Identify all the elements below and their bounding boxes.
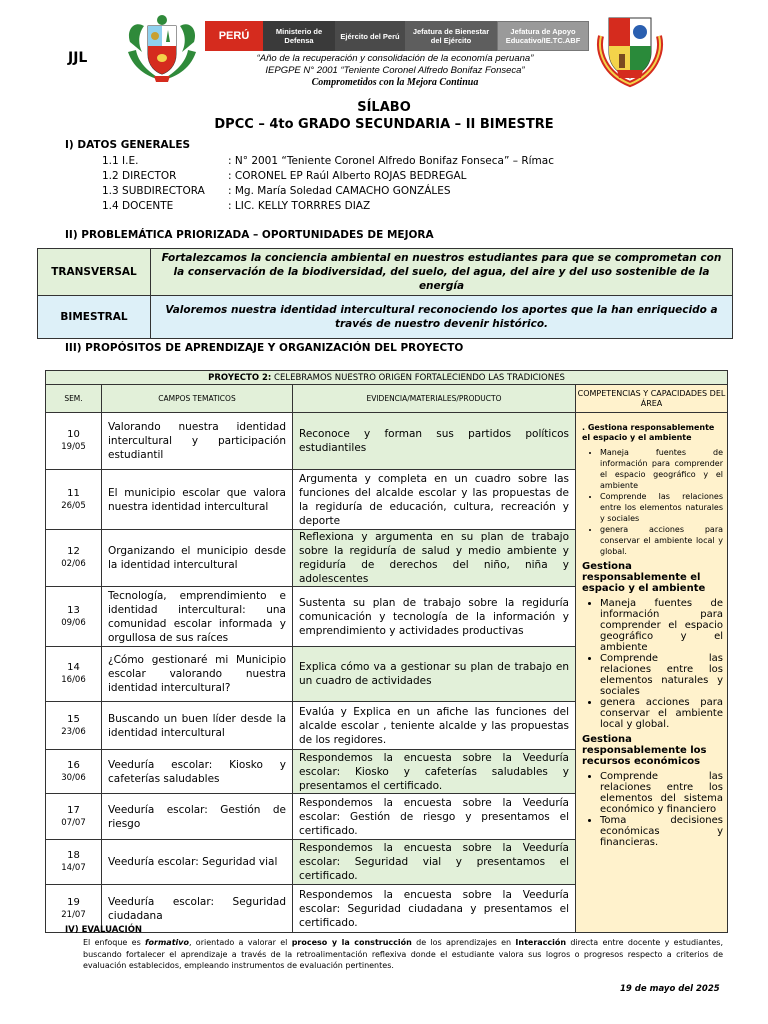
dato-director: [102, 170, 467, 182]
capacidades-list: [582, 447, 723, 557]
sem-number: 15: [67, 713, 80, 725]
government-banner: [205, 21, 589, 51]
problematica-table: [37, 248, 733, 339]
gov-jefatura-bienestar: Jefatura de Bienestar del Ejército: [405, 21, 497, 51]
dato-value: : Mg. María Soledad CAMACHO GONZÁLES: [228, 185, 451, 197]
list-item: • Comprende las relaciones entre los elementos naturales y sociales: [600, 653, 723, 697]
eval-text-part: directa entre docente y estudiantes, buscando fortalecer el aprendizaje a través de la retroalimentación reflexiva donde el estudiante valora sus logros o progresos respecto a criterios de evaluación establecidos, empleando instrumentos de evaluación pertinentes.: [83, 938, 723, 970]
section-propositos-heading: III) PROPÓSITOS DE APRENDIZAJE Y ORGANIZACIÓN DEL PROYECTO: [65, 342, 464, 354]
campo-cell: Buscando un buen líder desde la identidad intercultural: [102, 702, 293, 750]
propositos-table: [45, 370, 728, 933]
eval-text-part: de los aprendizajes en: [411, 938, 516, 947]
school-crest-logo: [595, 12, 665, 88]
eval-emphasis: Interacción: [515, 938, 567, 947]
list-item: • Comprende las relaciones entre los elementos del sistema económico y financiero: [600, 771, 723, 815]
evidencia-cell: Respondemos la encuesta sobre la Veeduría escolar: Kiosko y cafeterías saludables y presentamos el certificado.: [293, 750, 576, 794]
dato-value: : LIC. KELLY TORRRES DIAZ: [228, 200, 371, 212]
campo-cell: Veeduría escolar: Kiosko y cafeterías saludables: [102, 750, 293, 794]
col-header-evidencia: EVIDENCIA/MATERIALES/PRODUCTO: [293, 385, 576, 413]
bimestral-text: Valoremos nuestra identidad intercultural reconociendo los aportes que la han enriquecido a través de nuestro devenir histórico.: [151, 296, 733, 339]
bimestral-label: BIMESTRAL: [38, 296, 151, 339]
col-header-sem: SEM.: [46, 385, 102, 413]
evidencia-cell: Respondemos la encuesta sobre la Veeduría escolar: Seguridad vial y presentamos el certificado.: [293, 840, 576, 885]
dato-label: 1.2 DIRECTOR: [102, 170, 177, 182]
sem-number: 13: [67, 604, 80, 616]
eval-text-part: , orientado a valorar el: [188, 938, 292, 947]
sem-number: 16: [67, 759, 80, 771]
sem-cell: [46, 840, 102, 885]
evidencia-cell: Explica cómo va a gestionar su plan de trabajo en un cuadro de actividades: [293, 647, 576, 702]
campo-cell: Organizando el municipio desde la identidad intercultural: [102, 530, 293, 587]
sem-number: 19: [67, 896, 80, 908]
list-item: • genera acciones para conservar el ambiente local y global.: [600, 524, 723, 557]
sem-cell: [46, 794, 102, 840]
dato-value: : N° 2001 “Teniente Coronel Alfredo Bonifaz Fonseca” – Rímac: [228, 155, 554, 167]
table-row: [46, 413, 728, 470]
campo-cell: Valorando nuestra identidad intercultural y participación estudiantil: [102, 413, 293, 470]
campo-cell: El municipio escolar que valora nuestra identidad intercultural: [102, 470, 293, 530]
dato-docente: [102, 200, 370, 212]
section-datos-heading: I) DATOS GENERALES: [65, 139, 191, 151]
gov-ejercito: Ejército del Perú: [335, 21, 405, 51]
list-item: • Comprende las relaciones entre los elementos naturales y sociales: [600, 491, 723, 524]
evidencia-cell: Respondemos la encuesta sobre la Veeduría escolar: Seguridad ciudadana y presentamos el certificado.: [293, 885, 576, 933]
project-title: [46, 371, 728, 385]
author-initials: JJL: [68, 50, 88, 66]
sem-number: 18: [67, 850, 80, 861]
dato-subdirectora: [102, 185, 451, 197]
sem-date: 30/06: [61, 772, 86, 783]
sem-number: 11: [67, 487, 80, 499]
sem-cell: [46, 530, 102, 587]
dato-value: : CORONEL EP Raúl Alberto ROJAS BEDREGAL: [228, 170, 467, 182]
sem-date: 26/05: [61, 500, 86, 511]
dato-label: 1.1 I.E.: [102, 155, 139, 167]
campo-cell: ¿Cómo gestionaré mi Municipio escolar valorando nuestra identidad intercultural?: [102, 647, 293, 702]
sem-date: 07/07: [61, 817, 86, 828]
sem-cell: [46, 413, 102, 470]
table-row: [38, 296, 733, 339]
sem-date: 09/06: [61, 617, 86, 628]
dato-ie: [102, 155, 554, 167]
eval-text-part: El enfoque es: [83, 938, 146, 947]
sem-date: 19/05: [61, 442, 86, 452]
sem-cell: [46, 702, 102, 750]
project-label: PROYECTO 2:: [208, 372, 272, 383]
evidencia-cell: Sustenta su plan de trabajo sobre la regiduría comunicación y tecnología de la información y emprendimiento y actividades productivas: [293, 587, 576, 647]
evidencia-cell: Reconoce y forman sus partidos políticos estudiantiles: [293, 413, 576, 470]
sem-cell: [46, 647, 102, 702]
year-motto: “Año de la recuperación y consolidación de la economía peruana”: [256, 53, 534, 64]
capacidades-list: [582, 598, 723, 730]
list-item: • Toma decisiones económicas y financieras.: [600, 815, 723, 848]
competencia-title: Gestiona responsablemente los recursos económicos: [582, 734, 707, 767]
sem-date: 14/07: [61, 863, 86, 873]
evidencia-cell: Argumenta y completa en un cuadro sobre las funciones del alcalde escolar y las propuestas de la regiduría de educación, cultura, recreación y deporte: [293, 470, 576, 530]
col-header-campos: CAMPOS TEMATICOS: [102, 385, 293, 413]
gov-jefatura-apoyo: Jefatura de Apoyo Educativo/IE.TC.ABF: [497, 21, 589, 51]
dato-label: 1.3 SUBDIRECTORA: [102, 185, 205, 197]
sem-date: 02/06: [61, 559, 86, 569]
sem-cell: [46, 750, 102, 794]
evidencia-cell: Respondemos la encuesta sobre la Veeduría escolar: Gestión de riesgo y presentamos el certificado.: [293, 794, 576, 840]
list-item: • Maneja fuentes de información para comprender el espacio geográfico y el ambiente: [600, 447, 723, 491]
school-name: IEPGPE N° 2001 “Teniente Coronel Alfredo Bonifaz Fonseca”: [265, 65, 525, 76]
list-item: • Maneja fuentes de información para comprender el espacio geográfico y el ambiente: [600, 598, 723, 653]
col-header-competencias: COMPETENCIAS Y CAPACIDADES DEL ÁREA: [576, 385, 728, 413]
sem-date: 21/07: [61, 909, 86, 920]
sem-number: 14: [67, 662, 80, 673]
evaluacion-text: [83, 937, 723, 972]
sem-number: 10: [67, 429, 80, 440]
capacidades-list: [582, 771, 723, 848]
transversal-text: Fortalezcamos la conciencia ambiental en nuestros estudiantes para que se comprometan con la conservación de la biodiversidad, del suelo, del agua, del aire y del uso sostenible de la energía: [151, 249, 733, 296]
sem-number: 17: [67, 804, 80, 816]
sem-date: 16/06: [61, 675, 86, 685]
evidencia-cell: Evalúa y Explica en un afiche las funciones del alcalde escolar , teniente alcalde y las propuestas de los regidores.: [293, 702, 576, 750]
project-name: CELEBRAMOS NUESTRO ORIGEN FORTALECIENDO LAS TRADICIONES: [271, 372, 565, 383]
competencia-title: Gestiona responsablemente el espacio y el ambiente: [582, 561, 706, 594]
eval-emphasis: formativo: [145, 938, 189, 947]
gov-ministerio: Ministerio de Defensa: [263, 21, 335, 51]
transversal-label: TRANSVERSAL: [38, 249, 151, 296]
section-evaluacion-heading: IV) EVALUACIÓN: [65, 925, 143, 935]
sem-number: 12: [67, 546, 80, 557]
campo-cell: Tecnología, emprendimiento e identidad intercultural: una comunidad escolar informada y orgullosa de sus raíces: [102, 587, 293, 647]
list-item: • genera acciones para conservar el ambiente local y global.: [600, 697, 723, 730]
campo-cell: Veeduría escolar: Gestión de riesgo: [102, 794, 293, 840]
campo-cell: Veeduría escolar: Seguridad vial: [102, 840, 293, 885]
campo-cell: Veeduría escolar: Seguridad ciudadana: [102, 885, 293, 933]
sem-cell: [46, 587, 102, 647]
competencias-cell: [576, 413, 728, 933]
page-subtitle: DPCC – 4to GRADO SECUNDARIA – II BIMESTRE: [214, 117, 554, 132]
school-slogan: Comprometidos con la Mejora Continua: [311, 77, 479, 88]
evidencia-cell: Reflexiona y argumenta en su plan de trabajo sobre la regiduría de salud y medio ambiente y regiduría de derechos del niño, niña y adolescentes: [293, 530, 576, 587]
dato-label: 1.4 DOCENTE: [102, 200, 174, 212]
eval-emphasis: proceso y la construcción: [291, 938, 412, 947]
table-row: [38, 249, 733, 296]
peru-coat-of-arms-logo: [124, 12, 200, 84]
page-title: SÍLABO: [357, 100, 411, 115]
sem-date: 23/06: [61, 726, 86, 737]
document-date: 19 de mayo del 2025: [620, 984, 720, 994]
sem-cell: [46, 470, 102, 530]
section-problematica-heading: II) PROBLEMÁTICA PRIORIZADA – OPORTUNIDADES DE MEJORA: [65, 229, 434, 241]
competencia-title: . Gestiona responsablemente el espacio y el ambiente: [582, 423, 715, 442]
gov-peru: PERÚ: [205, 21, 263, 51]
